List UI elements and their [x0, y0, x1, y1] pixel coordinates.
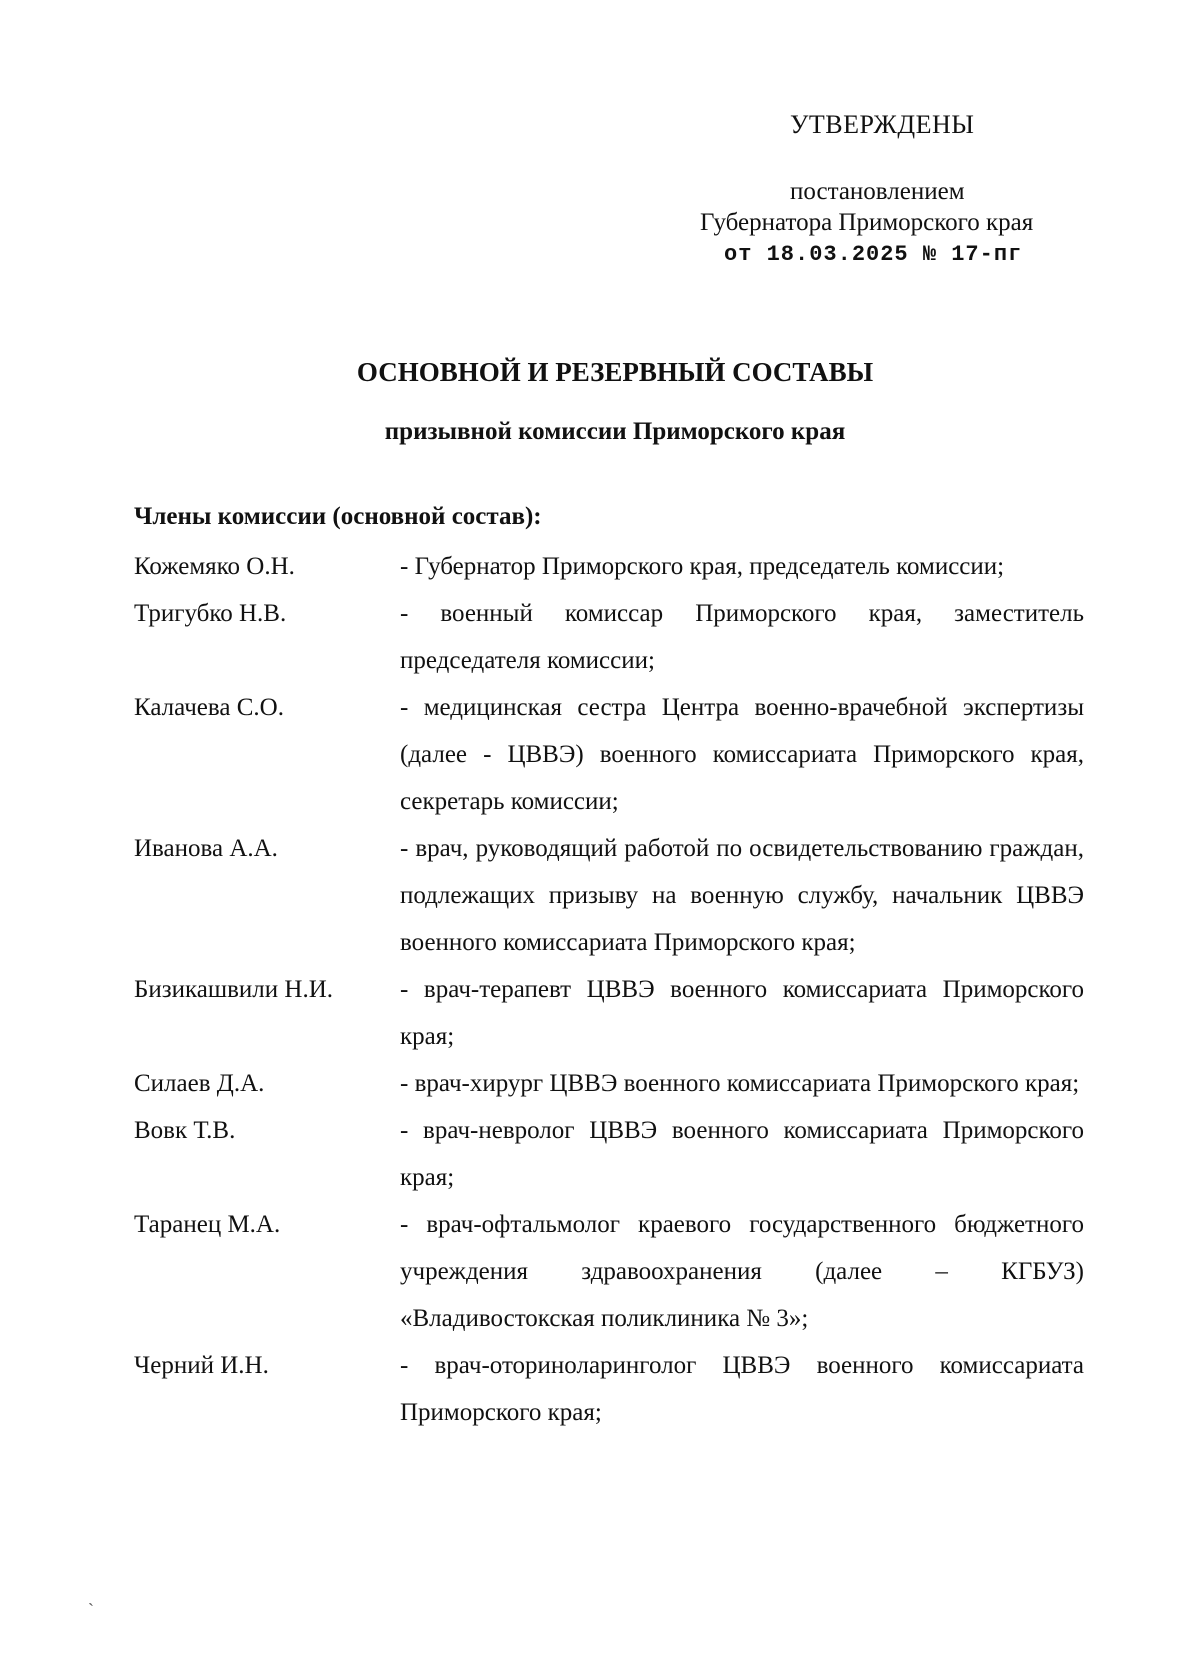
- member-row: [134, 825, 1084, 966]
- member-name: Вовк Т.В.: [134, 1117, 236, 1144]
- approved-label: УТВЕРЖДЕНЫ: [790, 110, 975, 139]
- member-row: [134, 1107, 1084, 1201]
- member-name: Таранец М.А.: [134, 1211, 281, 1238]
- decree-type: постановлением: [790, 178, 965, 205]
- member-name: Иванова А.А.: [134, 835, 278, 862]
- member-row: [134, 1342, 1084, 1436]
- member-row: [134, 966, 1084, 1060]
- member-row: [134, 684, 1084, 825]
- member-name: Кожемяко О.Н.: [134, 553, 295, 580]
- scan-artifact-mark: ˋ: [88, 1600, 94, 1620]
- member-name: Силаев Д.А.: [134, 1070, 265, 1097]
- decree-date-number: от 18.03.2025 № 17-пг: [724, 242, 1023, 267]
- member-role: - военный комиссар Приморского края, заместитель председателя комиссии;: [400, 600, 1084, 674]
- member-row: [134, 543, 1084, 590]
- section-heading-main-members: Члены комиссии (основной состав):: [134, 503, 542, 530]
- member-row: [134, 1060, 1084, 1107]
- member-role: - врач, руководящий работой по освидетельствованию граждан, подлежащих призыву на военную службу, начальник ЦВВЭ военного комиссариата Приморского края;: [400, 835, 1084, 956]
- member-name: Калачева С.О.: [134, 694, 284, 721]
- member-name: Черний И.Н.: [134, 1352, 269, 1379]
- member-role: - врач-хирург ЦВВЭ военного комиссариата Приморского края;: [400, 1070, 1080, 1097]
- document-title: ОСНОВНОЙ И РЕЗЕРВНЫЙ СОСТАВЫ: [356, 357, 874, 387]
- member-name: Бизикашвили Н.И.: [134, 976, 333, 1003]
- member-name: Тригубко Н.В.: [134, 600, 287, 627]
- members-list: [134, 543, 1084, 1436]
- member-role: - медицинская сестра Центра военно-врачебной экспертизы (далее - ЦВВЭ) военного комиссариата Приморского края, секретарь комиссии;: [400, 694, 1084, 815]
- member-role: - врач-невролог ЦВВЭ военного комиссариата Приморского края;: [400, 1117, 1084, 1191]
- decree-issuer: Губернатора Приморского края: [700, 209, 1034, 236]
- member-role: - врач-оториноларинголог ЦВВЭ военного комиссариата Приморского края;: [400, 1352, 1084, 1426]
- member-role: - Губернатор Приморского края, председатель комиссии;: [400, 553, 1005, 580]
- member-row: [134, 590, 1084, 684]
- member-row: [134, 1201, 1084, 1342]
- member-role: - врач-терапевт ЦВВЭ военного комиссариата Приморского края;: [400, 976, 1084, 1050]
- document-subtitle: призывной комиссии Приморского края: [384, 418, 846, 445]
- member-role: - врач-офтальмолог краевого государственного бюджетного учреждения здравоохранения (далее – КГБУЗ) «Владивостокская поликлиника № 3»;: [400, 1211, 1084, 1332]
